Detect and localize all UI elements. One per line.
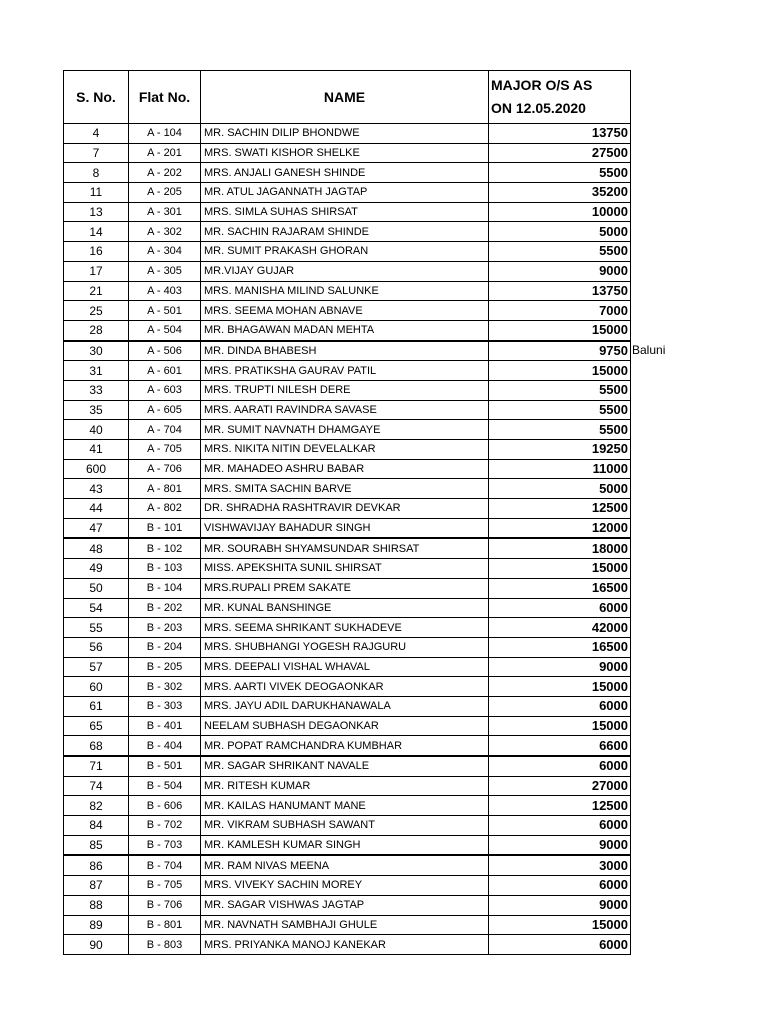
- cell-name: MR. BHAGAWAN MADAN MEHTA: [201, 320, 489, 340]
- cell-name: MRS.RUPALI PREM SAKATE: [201, 578, 489, 598]
- table-row: [64, 281, 631, 301]
- table-row: [64, 202, 631, 222]
- cell-name: MR. VIKRAM SUBHASH SAWANT: [201, 816, 489, 836]
- cell-amount: 5500: [489, 163, 631, 183]
- cell-name: MR. SUMIT PRAKASH GHORAN: [201, 242, 489, 262]
- cell-flat-no: A - 201: [129, 143, 201, 163]
- cell-name: MR. DINDA BHABESH: [201, 341, 489, 361]
- table-row: [64, 499, 631, 519]
- cell-flat-no: A - 205: [129, 183, 201, 203]
- cell-sno: 90: [64, 935, 129, 955]
- cell-sno: 60: [64, 677, 129, 697]
- cell-name: DR. SHRADHA RASHTRAVIR DEVKAR: [201, 499, 489, 519]
- cell-name: MRS. SEEMA MOHAN ABNAVE: [201, 301, 489, 321]
- cell-sno: 41: [64, 440, 129, 460]
- side-note: Baluni: [632, 342, 666, 357]
- cell-amount: 11000: [489, 459, 631, 479]
- cell-name: MR. KAILAS HANUMANT MANE: [201, 796, 489, 816]
- cell-amount: 12500: [489, 499, 631, 519]
- table-row: [64, 756, 631, 776]
- cell-sno: 600: [64, 459, 129, 479]
- table-row: [64, 618, 631, 638]
- cell-flat-no: A - 202: [129, 163, 201, 183]
- cell-sno: 88: [64, 895, 129, 915]
- cell-sno: 55: [64, 618, 129, 638]
- cell-flat-no: B - 703: [129, 835, 201, 855]
- cell-flat-no: B - 202: [129, 598, 201, 618]
- cell-name: MRS. AARATI RAVINDRA SAVASE: [201, 400, 489, 420]
- cell-flat-no: A - 301: [129, 202, 201, 222]
- cell-amount: 15000: [489, 716, 631, 736]
- cell-amount: 6000: [489, 816, 631, 836]
- cell-amount: 9000: [489, 895, 631, 915]
- cell-sno: 30: [64, 341, 129, 361]
- cell-amount: 13750: [489, 124, 631, 144]
- cell-sno: 7: [64, 143, 129, 163]
- cell-amount: 5000: [489, 222, 631, 242]
- cell-sno: 40: [64, 420, 129, 440]
- cell-sno: 54: [64, 598, 129, 618]
- cell-flat-no: B - 704: [129, 855, 201, 875]
- table-row: [64, 696, 631, 716]
- cell-flat-no: B - 104: [129, 578, 201, 598]
- header-sno: S. No.: [64, 71, 129, 124]
- cell-name: MRS. DEEPALI VISHAL WHAVAL: [201, 657, 489, 677]
- cell-name: MR. SOURABH SHYAMSUNDAR SHIRSAT: [201, 538, 489, 558]
- cell-flat-no: A - 104: [129, 124, 201, 144]
- cell-amount: 5500: [489, 400, 631, 420]
- cell-amount: 15000: [489, 320, 631, 340]
- cell-flat-no: B - 705: [129, 876, 201, 896]
- cell-sno: 14: [64, 222, 129, 242]
- cell-flat-no: A - 506: [129, 341, 201, 361]
- header-flat-no: Flat No.: [129, 71, 201, 124]
- cell-name: VISHWAVIJAY BAHADUR SINGH: [201, 518, 489, 538]
- cell-flat-no: A - 501: [129, 301, 201, 321]
- table-body: [64, 124, 631, 955]
- cell-sno: 35: [64, 400, 129, 420]
- cell-amount: 9000: [489, 657, 631, 677]
- cell-flat-no: B - 303: [129, 696, 201, 716]
- cell-sno: 87: [64, 876, 129, 896]
- cell-sno: 84: [64, 816, 129, 836]
- table-row: [64, 538, 631, 558]
- cell-sno: 47: [64, 518, 129, 538]
- cell-sno: 86: [64, 855, 129, 875]
- cell-flat-no: A - 704: [129, 420, 201, 440]
- cell-amount: 10000: [489, 202, 631, 222]
- cell-sno: 68: [64, 736, 129, 756]
- cell-amount: 9000: [489, 261, 631, 281]
- table-row: [64, 459, 631, 479]
- cell-amount: 6000: [489, 756, 631, 776]
- table-row: [64, 855, 631, 875]
- cell-amount: 5500: [489, 420, 631, 440]
- cell-name: NEELAM SUBHASH DEGAONKAR: [201, 716, 489, 736]
- cell-flat-no: A - 705: [129, 440, 201, 460]
- cell-sno: 74: [64, 776, 129, 796]
- table-row: [64, 143, 631, 163]
- cell-amount: 5500: [489, 380, 631, 400]
- cell-amount: 42000: [489, 618, 631, 638]
- cell-flat-no: A - 605: [129, 400, 201, 420]
- table-row: [64, 400, 631, 420]
- cell-name: MRS. SMITA SACHIN BARVE: [201, 479, 489, 499]
- cell-sno: 4: [64, 124, 129, 144]
- cell-sno: 49: [64, 559, 129, 579]
- table-row: [64, 915, 631, 935]
- cell-flat-no: B - 103: [129, 559, 201, 579]
- cell-flat-no: B - 501: [129, 756, 201, 776]
- cell-name: MR.VIJAY GUJAR: [201, 261, 489, 281]
- cell-flat-no: B - 803: [129, 935, 201, 955]
- cell-flat-no: B - 204: [129, 637, 201, 657]
- cell-amount: 5500: [489, 242, 631, 262]
- cell-name: MRS. PRIYANKA MANOJ KANEKAR: [201, 935, 489, 955]
- table-row: [64, 935, 631, 955]
- table-row: [64, 261, 631, 281]
- cell-sno: 89: [64, 915, 129, 935]
- cell-name: MR. KAMLESH KUMAR SINGH: [201, 835, 489, 855]
- cell-sno: 57: [64, 657, 129, 677]
- cell-amount: 9000: [489, 835, 631, 855]
- cell-flat-no: B - 801: [129, 915, 201, 935]
- table-header: [64, 71, 631, 124]
- cell-sno: 28: [64, 320, 129, 340]
- table-row: [64, 301, 631, 321]
- cell-sno: 31: [64, 361, 129, 381]
- cell-flat-no: A - 305: [129, 261, 201, 281]
- cell-sno: 16: [64, 242, 129, 262]
- table-row: [64, 242, 631, 262]
- cell-name: MR. SAGAR VISHWAS JAGTAP: [201, 895, 489, 915]
- cell-amount: 16500: [489, 578, 631, 598]
- cell-amount: 12000: [489, 518, 631, 538]
- cell-name: MRS. JAYU ADIL DARUKHANAWALA: [201, 696, 489, 716]
- table-row: [64, 163, 631, 183]
- cell-amount: 13750: [489, 281, 631, 301]
- cell-name: MR. SACHIN DILIP BHONDWE: [201, 124, 489, 144]
- table-row: [64, 380, 631, 400]
- table-row: [64, 518, 631, 538]
- cell-flat-no: B - 504: [129, 776, 201, 796]
- cell-amount: 6000: [489, 696, 631, 716]
- cell-flat-no: B - 205: [129, 657, 201, 677]
- cell-sno: 61: [64, 696, 129, 716]
- cell-name: MRS. NIKITA NITIN DEVELALKAR: [201, 440, 489, 460]
- table-row: [64, 657, 631, 677]
- cell-name: MR. MAHADEO ASHRU BABAR: [201, 459, 489, 479]
- cell-sno: 11: [64, 183, 129, 203]
- cell-amount: 9750: [489, 341, 631, 361]
- cell-amount: 19250: [489, 440, 631, 460]
- cell-amount: 3000: [489, 855, 631, 875]
- cell-flat-no: A - 403: [129, 281, 201, 301]
- cell-sno: 65: [64, 716, 129, 736]
- table-row: [64, 341, 631, 361]
- cell-flat-no: A - 601: [129, 361, 201, 381]
- table-row: [64, 716, 631, 736]
- cell-amount: 16500: [489, 637, 631, 657]
- cell-name: MISS. APEKSHITA SUNIL SHIRSAT: [201, 559, 489, 579]
- cell-flat-no: B - 401: [129, 716, 201, 736]
- cell-sno: 21: [64, 281, 129, 301]
- cell-amount: 15000: [489, 677, 631, 697]
- table-row: [64, 361, 631, 381]
- cell-sno: 33: [64, 380, 129, 400]
- cell-flat-no: A - 706: [129, 459, 201, 479]
- cell-name: MR. SUMIT NAVNATH DHAMGAYE: [201, 420, 489, 440]
- cell-flat-no: B - 706: [129, 895, 201, 915]
- table-row: [64, 183, 631, 203]
- cell-name: MR. KUNAL BANSHINGE: [201, 598, 489, 618]
- cell-sno: 17: [64, 261, 129, 281]
- table-row: [64, 637, 631, 657]
- table-row: [64, 440, 631, 460]
- cell-amount: 6000: [489, 598, 631, 618]
- cell-name: MRS. SHUBHANGI YOGESH RAJGURU: [201, 637, 489, 657]
- table-row: [64, 222, 631, 242]
- cell-sno: 25: [64, 301, 129, 321]
- cell-amount: 7000: [489, 301, 631, 321]
- header-amount-line2: ON 12.05.2020: [491, 100, 586, 116]
- cell-flat-no: B - 203: [129, 618, 201, 638]
- cell-sno: 85: [64, 835, 129, 855]
- cell-name: MR. NAVNATH SAMBHAJI GHULE: [201, 915, 489, 935]
- cell-name: MR. RAM NIVAS MEENA: [201, 855, 489, 875]
- cell-name: MRS. MANISHA MILIND SALUNKE: [201, 281, 489, 301]
- cell-amount: 27000: [489, 776, 631, 796]
- cell-sno: 48: [64, 538, 129, 558]
- cell-amount: 27500: [489, 143, 631, 163]
- cell-name: MRS. TRUPTI NILESH DERE: [201, 380, 489, 400]
- cell-name: MR. SACHIN RAJARAM SHINDE: [201, 222, 489, 242]
- cell-flat-no: B - 102: [129, 538, 201, 558]
- cell-amount: 5000: [489, 479, 631, 499]
- dues-table: [63, 70, 631, 955]
- cell-amount: 18000: [489, 538, 631, 558]
- cell-flat-no: B - 302: [129, 677, 201, 697]
- cell-amount: 15000: [489, 559, 631, 579]
- table-row: [64, 598, 631, 618]
- cell-name: MRS. AARTI VIVEK DEOGAONKAR: [201, 677, 489, 697]
- cell-sno: 43: [64, 479, 129, 499]
- table-row: [64, 816, 631, 836]
- cell-name: MRS. SEEMA SHRIKANT SUKHADEVE: [201, 618, 489, 638]
- cell-name: MRS. PRATIKSHA GAURAV PATIL: [201, 361, 489, 381]
- cell-sno: 50: [64, 578, 129, 598]
- cell-amount: 15000: [489, 361, 631, 381]
- cell-flat-no: A - 304: [129, 242, 201, 262]
- cell-name: MR. ATUL JAGANNATH JAGTAP: [201, 183, 489, 203]
- cell-name: MRS. SIMLA SUHAS SHIRSAT: [201, 202, 489, 222]
- cell-flat-no: B - 606: [129, 796, 201, 816]
- cell-amount: 15000: [489, 915, 631, 935]
- table-row: [64, 420, 631, 440]
- header-row: [64, 71, 631, 124]
- table-row: [64, 776, 631, 796]
- cell-name: MR. RITESH KUMAR: [201, 776, 489, 796]
- cell-name: MRS. VIVEKY SACHIN MOREY: [201, 876, 489, 896]
- cell-flat-no: A - 302: [129, 222, 201, 242]
- table-row: [64, 559, 631, 579]
- cell-name: MRS. SWATI KISHOR SHELKE: [201, 143, 489, 163]
- cell-flat-no: A - 801: [129, 479, 201, 499]
- cell-name: MR. SAGAR SHRIKANT NAVALE: [201, 756, 489, 776]
- table-row: [64, 320, 631, 340]
- cell-flat-no: A - 802: [129, 499, 201, 519]
- cell-name: MRS. ANJALI GANESH SHINDE: [201, 163, 489, 183]
- table-row: [64, 124, 631, 144]
- table-row: [64, 677, 631, 697]
- table-row: [64, 578, 631, 598]
- cell-flat-no: A - 603: [129, 380, 201, 400]
- cell-flat-no: B - 101: [129, 518, 201, 538]
- cell-sno: 71: [64, 756, 129, 776]
- cell-sno: 82: [64, 796, 129, 816]
- cell-sno: 56: [64, 637, 129, 657]
- cell-flat-no: B - 404: [129, 736, 201, 756]
- header-amount: [489, 71, 631, 124]
- header-name: NAME: [201, 71, 489, 124]
- cell-name: MR. POPAT RAMCHANDRA KUMBHAR: [201, 736, 489, 756]
- table-row: [64, 835, 631, 855]
- cell-amount: 6000: [489, 935, 631, 955]
- cell-amount: 35200: [489, 183, 631, 203]
- cell-amount: 12500: [489, 796, 631, 816]
- cell-amount: 6600: [489, 736, 631, 756]
- cell-sno: 44: [64, 499, 129, 519]
- cell-sno: 8: [64, 163, 129, 183]
- cell-flat-no: A - 504: [129, 320, 201, 340]
- outstanding-dues-sheet: [63, 70, 630, 955]
- table-row: [64, 895, 631, 915]
- table-row: [64, 796, 631, 816]
- table-row: [64, 736, 631, 756]
- cell-flat-no: B - 702: [129, 816, 201, 836]
- cell-sno: 13: [64, 202, 129, 222]
- cell-amount: 6000: [489, 876, 631, 896]
- table-row: [64, 479, 631, 499]
- table-row: [64, 876, 631, 896]
- header-amount-line1: MAJOR O/S AS: [491, 77, 593, 93]
